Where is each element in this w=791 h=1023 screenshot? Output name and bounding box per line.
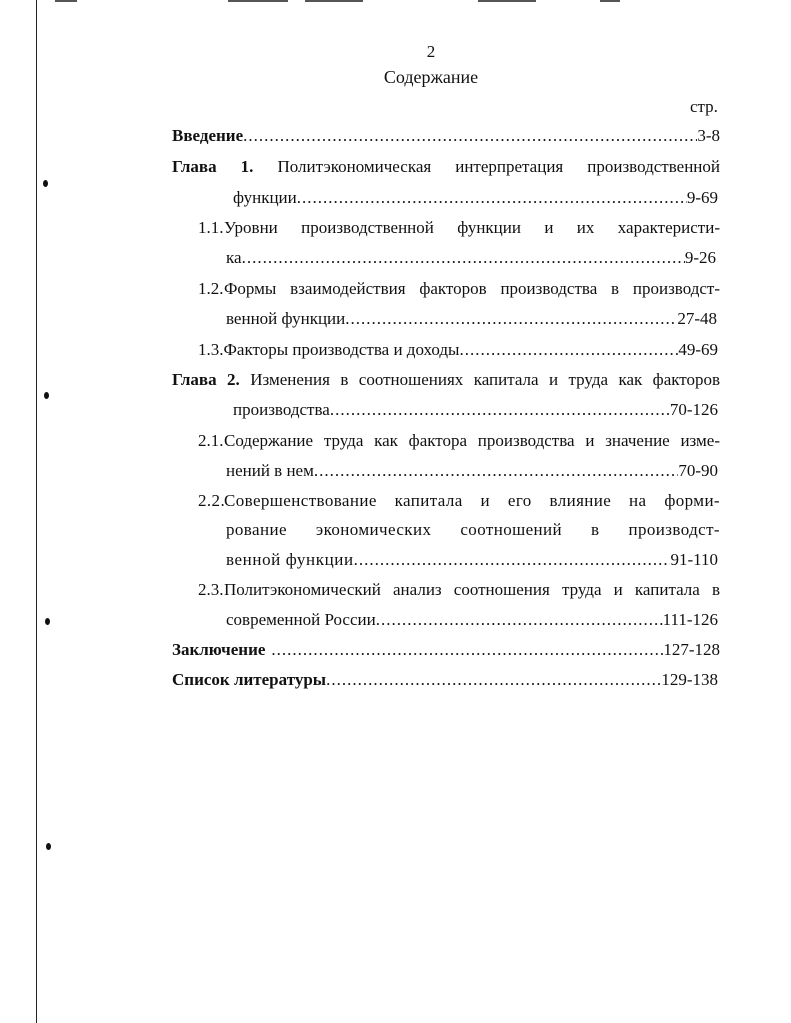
toc-entry-section-1-2-line-2 bbox=[226, 307, 717, 331]
binding-hole bbox=[46, 843, 51, 850]
toc-pages: 70-90 bbox=[678, 461, 718, 480]
toc-pages: 9-26 bbox=[684, 248, 716, 267]
toc-pages: 9-69 bbox=[686, 188, 718, 207]
section-title: Совершенствование капитала и его влияние на форми- bbox=[224, 491, 720, 510]
toc-label: Заключение bbox=[172, 640, 266, 659]
leader-dots bbox=[297, 186, 687, 210]
pages-column-label: стр. bbox=[690, 97, 718, 116]
toc-pages: 129-138 bbox=[661, 670, 718, 689]
chapter-title: функции bbox=[233, 188, 297, 207]
leader-dots bbox=[271, 638, 663, 662]
toc-entry-section-2-2-line-2 bbox=[226, 518, 720, 542]
scan-mark bbox=[478, 0, 536, 2]
toc-entry-section-1-1-line-2 bbox=[226, 246, 716, 270]
section-title: Уровни производственной функции и их характеристи- bbox=[224, 218, 720, 237]
section-title: венной функции bbox=[226, 309, 346, 328]
toc-pages: 3-8 bbox=[697, 126, 720, 145]
toc-entry-chapter-2-line-2 bbox=[233, 398, 718, 422]
page-number: 2 bbox=[426, 42, 436, 61]
toc-entry-conclusion bbox=[172, 638, 720, 662]
leader-dots bbox=[242, 246, 685, 270]
section-title: ка bbox=[226, 248, 242, 267]
toc-entry-chapter-2-line-1 bbox=[172, 368, 720, 392]
binding-hole bbox=[45, 618, 50, 625]
toc-pages: 70-126 bbox=[669, 400, 718, 419]
binding-hole bbox=[44, 392, 49, 399]
toc-entry-intro bbox=[172, 124, 720, 148]
chapter-label: Глава 1. bbox=[172, 157, 254, 176]
section-title: рование экономических соотношений в производст- bbox=[226, 520, 720, 539]
section-title: современной России bbox=[226, 610, 376, 629]
toc-entry-section-2-1-line-2 bbox=[226, 459, 718, 483]
leader-dots bbox=[354, 548, 671, 572]
toc-entry-section-2-2-line-3 bbox=[226, 548, 718, 572]
scan-mark bbox=[600, 0, 620, 2]
section-title: Содержание труда как фактора производства и значение изме- bbox=[224, 431, 720, 450]
section-number: 1.3. bbox=[198, 340, 224, 359]
leader-dots bbox=[243, 124, 697, 148]
scan-mark bbox=[55, 0, 77, 2]
section-title: Политэкономический анализ соотношения труда и капитала в bbox=[224, 580, 720, 599]
chapter-title: Политэкономическая интерпретация производственной bbox=[277, 157, 720, 176]
scan-mark bbox=[228, 0, 288, 2]
toc-pages: 127-128 bbox=[663, 640, 720, 659]
toc-entry-section-1-3 bbox=[198, 338, 718, 362]
toc-pages: 111-126 bbox=[662, 610, 718, 629]
toc-entry-section-2-1-line-1 bbox=[198, 429, 720, 453]
section-number: 2.2. bbox=[198, 491, 226, 510]
section-title: Факторы производства и доходы bbox=[223, 340, 460, 359]
section-number: 2.3. bbox=[198, 580, 224, 599]
toc-entry-chapter-1-line-1 bbox=[172, 155, 720, 179]
toc-entry-bibliography bbox=[172, 668, 718, 692]
leader-dots bbox=[376, 608, 663, 632]
toc-entry-section-2-2-line-1 bbox=[198, 489, 720, 513]
binding-hole bbox=[43, 180, 48, 187]
section-title: Формы взаимодействия факторов производства в производст- bbox=[224, 279, 720, 298]
toc-entry-section-1-2-line-1 bbox=[198, 277, 720, 301]
leader-dots bbox=[345, 307, 677, 331]
section-number: 1.1. bbox=[198, 218, 224, 237]
page-title: Содержание bbox=[383, 67, 479, 87]
chapter-title: Изменения в соотношениях капитала и труда как факторов bbox=[250, 370, 721, 389]
toc-pages: 49-69 bbox=[678, 340, 718, 359]
section-number: 1.2. bbox=[198, 279, 224, 298]
chapter-title: производства bbox=[233, 400, 330, 419]
toc-pages: 91-110 bbox=[670, 550, 718, 569]
toc-entry-section-1-1-line-1 bbox=[198, 216, 720, 240]
toc-label: Список литературы bbox=[172, 670, 327, 689]
toc-entry-chapter-1-line-2 bbox=[233, 186, 718, 210]
scan-edge-line bbox=[36, 0, 37, 1023]
section-title: нений в нем bbox=[226, 461, 314, 480]
toc-label: Введение bbox=[172, 126, 244, 145]
leader-dots bbox=[330, 398, 670, 422]
chapter-label: Глава 2. bbox=[172, 370, 240, 389]
toc-entry-section-2-3-line-1 bbox=[198, 578, 720, 602]
toc-entry-section-2-3-line-2 bbox=[226, 608, 718, 632]
leader-dots bbox=[459, 338, 678, 362]
leader-dots bbox=[326, 668, 661, 692]
section-number: 2.1. bbox=[198, 431, 224, 450]
scan-mark bbox=[305, 0, 363, 2]
section-title: венной функции bbox=[226, 550, 354, 569]
leader-dots bbox=[314, 459, 678, 483]
toc-pages: 27-48 bbox=[677, 309, 717, 328]
